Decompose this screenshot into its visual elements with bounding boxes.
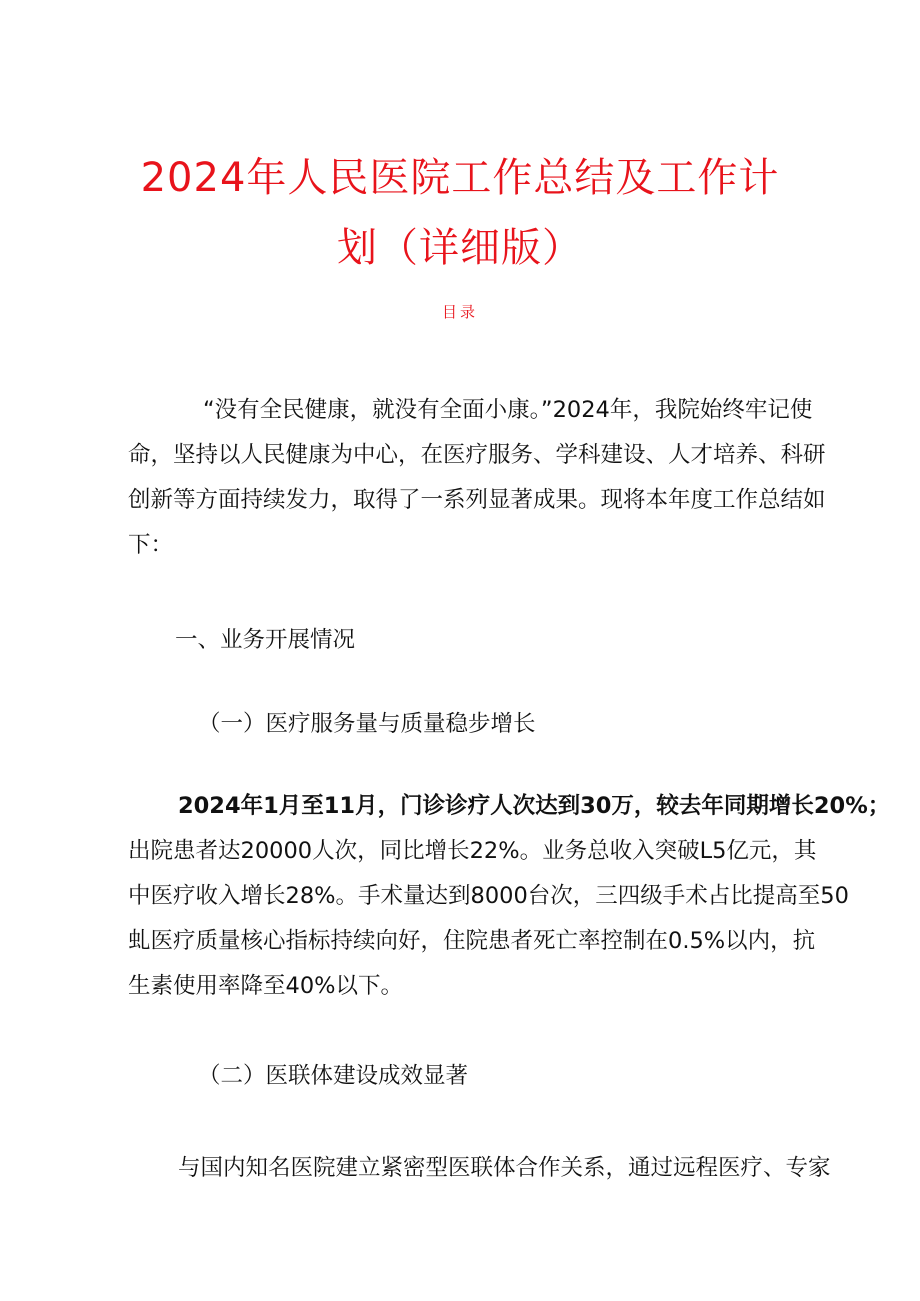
section-1-heading: 一、业务开展情况 [175,627,356,653]
paragraph-line: 虬医疗质量核心指标持续向好，住院患者死亡率控制在0.5%以内，抗 [128,928,816,954]
paragraph-line: 出院患者达20000人次，同比增长22%。业务总收入突破L5亿元，其 [128,838,817,864]
paragraph-line: 2024年1月至11月，门诊诊疗人次达到30万，较去年同期增长20%； [178,793,891,819]
paragraph-line: 与国内知名医院建立紧密型医联体合作关系，通过远程医疗、专家 [178,1155,831,1181]
table-of-contents-link[interactable]: 目录 [441,303,478,321]
document-title-line-1: 2024年人民医院工作总结及工作计 [140,155,780,201]
paragraph-line: 中医疗收入增长28%。手术量达到8000台次，三四级手术占比提高至50 [128,883,849,909]
intro-paragraph [128,388,826,568]
subsection-1-paragraph [128,784,891,1009]
subsection-1-heading: （一）医疗服务量与质量稳步增长 [198,711,536,737]
intro-line: “没有全民健康，就没有全面小康。”2024年，我院始终牢记使 [203,397,813,423]
intro-line: 创新等方面持续发力，取得了一系列显著成果。现将本年度工作总结如 [128,487,826,513]
document-title-line-2: 划（详细版） [337,225,583,271]
intro-line: 命，坚持以人民健康为中心，在医疗服务、学科建设、人才培养、科研 [128,442,826,468]
subsection-2-paragraph [128,1146,831,1191]
subsection-2-heading: （二）医联体建设成效显著 [198,1063,469,1089]
paragraph-line: 生素使用率降至40%以下。 [128,973,404,999]
intro-line: 下： [128,532,174,558]
